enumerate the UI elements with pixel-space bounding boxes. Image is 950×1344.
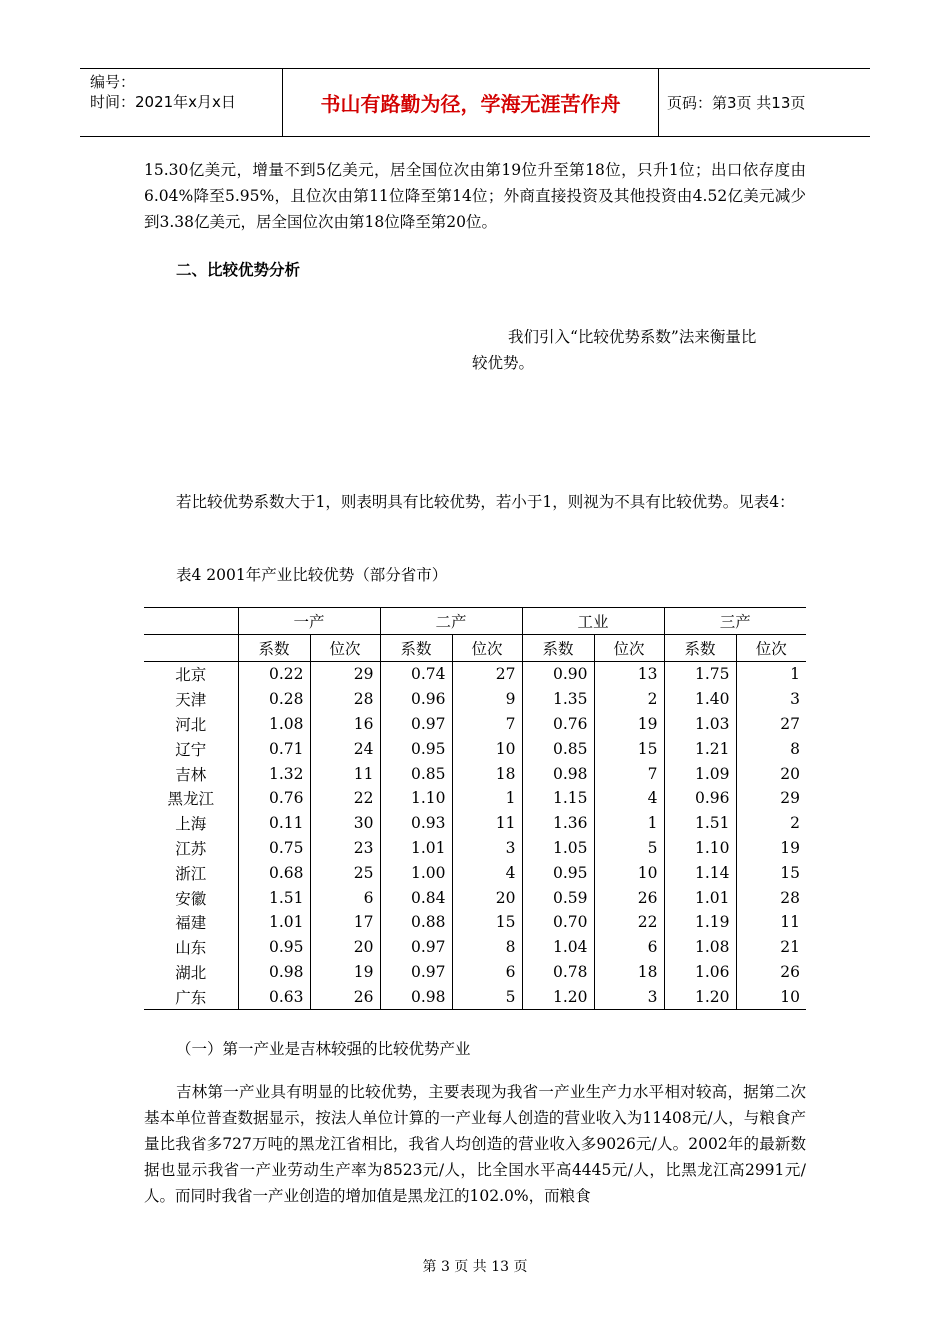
coefficient-cell: 0.97 — [380, 960, 452, 985]
table-row — [144, 687, 806, 712]
header-motto: 书山有路勤为径，学海无涯苦作舟 — [283, 69, 659, 136]
page-header — [80, 68, 870, 137]
rank-cell: 6 — [594, 935, 664, 960]
rank-cell: 28 — [310, 687, 380, 712]
document-number-label: 编号： — [90, 73, 136, 91]
province-name: 山东 — [175, 939, 207, 958]
rank-cell: 22 — [310, 786, 380, 811]
rank-cell: 8 — [452, 935, 522, 960]
rank-cell: 26 — [310, 984, 380, 1009]
rank-cell: 18 — [594, 960, 664, 985]
coefficient-cell: 0.71 — [238, 736, 310, 761]
subheader-coefficient: 系数 — [664, 635, 736, 662]
province-name: 辽宁 — [175, 740, 207, 759]
rank-cell: 7 — [452, 712, 522, 737]
table-row — [144, 910, 806, 935]
coefficient-cell: 0.76 — [238, 786, 310, 811]
coefficient-cell: 1.51 — [664, 811, 736, 836]
table-row — [144, 662, 806, 687]
coefficient-cell: 0.95 — [380, 736, 452, 761]
rank-cell: 1 — [736, 662, 806, 687]
rank-cell: 11 — [310, 761, 380, 786]
rank-cell: 19 — [736, 836, 806, 861]
coefficient-cell: 0.22 — [238, 662, 310, 687]
rank-cell: 10 — [452, 736, 522, 761]
province-name: 上海 — [175, 815, 207, 834]
table-row — [144, 811, 806, 836]
rank-cell: 2 — [736, 811, 806, 836]
coefficient-cell: 0.95 — [522, 860, 594, 885]
table-row — [144, 984, 806, 1009]
coefficient-cell: 1.40 — [664, 687, 736, 712]
rank-cell: 26 — [736, 960, 806, 985]
coefficient-cell: 0.96 — [380, 687, 452, 712]
rank-cell: 5 — [594, 836, 664, 861]
coefficient-cell: 1.51 — [238, 885, 310, 910]
header-blank — [144, 608, 238, 635]
coefficient-cell: 1.05 — [522, 836, 594, 861]
coefficient-cell: 0.96 — [664, 786, 736, 811]
coefficient-cell: 0.70 — [522, 910, 594, 935]
comparative-advantage-table — [144, 607, 806, 1010]
table-row — [144, 836, 806, 861]
rank-cell: 24 — [310, 736, 380, 761]
paragraph-jilin-primary-industry: 吉林第一产业具有明显的比较优势，主要表现为我省一产业生产力水平相对较高，据第二次基本单位普查数据显示，按法人单位计算的一产业每人创造的营业收入为11408元/人，与粮食产量比我省多727万吨的黑龙江省相比，我省人均创造的营业收入多9026元/人。2002年的最新数据也显示我省一产业劳动生产率为8523元/人，比全国水平高4445元/人，比黑龙江高2991元/人。而同时我省一产业创造的增加值是黑龙江的102.0%，而粮食 — [144, 1083, 806, 1205]
rank-cell: 22 — [594, 910, 664, 935]
header-meta — [80, 69, 283, 136]
coefficient-cell: 1.04 — [522, 935, 594, 960]
province-name: 天津 — [175, 691, 207, 710]
rank-cell: 19 — [594, 712, 664, 737]
coefficient-cell: 1.09 — [664, 761, 736, 786]
coefficient-cell: 1.14 — [664, 860, 736, 885]
coefficient-cell: 0.85 — [380, 761, 452, 786]
rank-cell: 11 — [736, 910, 806, 935]
coefficient-cell: 1.35 — [522, 687, 594, 712]
coefficient-cell: 0.59 — [522, 885, 594, 910]
coefficient-cell: 0.68 — [238, 860, 310, 885]
coefficient-cell: 0.63 — [238, 984, 310, 1009]
province-name: 广东 — [144, 984, 238, 1009]
rank-cell: 30 — [310, 811, 380, 836]
coefficient-cell: 1.10 — [664, 836, 736, 861]
coefficient-cell: 0.93 — [380, 811, 452, 836]
group-manufacturing: 工业 — [522, 608, 664, 635]
coefficient-cell: 1.06 — [664, 960, 736, 985]
rank-cell: 25 — [310, 860, 380, 885]
rank-cell: 1 — [594, 811, 664, 836]
coefficient-cell: 0.84 — [380, 885, 452, 910]
header-blank — [144, 635, 238, 662]
rank-cell: 3 — [594, 984, 664, 1009]
coefficient-cell: 0.98 — [522, 761, 594, 786]
coefficient-cell: 0.98 — [238, 960, 310, 985]
coefficient-cell: 1.15 — [522, 786, 594, 811]
coefficient-cell: 1.19 — [664, 910, 736, 935]
coefficient-cell: 0.78 — [522, 960, 594, 985]
rank-cell: 29 — [736, 786, 806, 811]
section-heading-comparative-advantage: 二、比较优势分析 — [176, 261, 301, 279]
rank-cell: 18 — [452, 761, 522, 786]
rank-cell: 3 — [452, 836, 522, 861]
rank-cell: 2 — [594, 687, 664, 712]
subheader-coefficient: 系数 — [522, 635, 594, 662]
coefficient-cell: 1.00 — [380, 860, 452, 885]
province-name: 福建 — [175, 914, 207, 933]
coefficient-cell: 1.01 — [664, 885, 736, 910]
coefficient-cell: 1.08 — [664, 935, 736, 960]
coefficient-cell: 0.95 — [238, 935, 310, 960]
rank-cell: 20 — [452, 885, 522, 910]
rank-cell: 7 — [594, 761, 664, 786]
province-name: 湖北 — [175, 963, 207, 982]
intro-line-2: 较优势。 — [472, 354, 535, 372]
rank-cell: 8 — [736, 736, 806, 761]
group-secondary-industry: 二产 — [380, 608, 522, 635]
coefficient-cell: 1.20 — [664, 984, 736, 1009]
paragraph-trade: 15.30亿美元，增量不到5亿美元，居全国位次由第19位升至第18位，只升1位；出口依存度由6.04%降至5.95%，且位次由第11位降至第14位；外商直接投资及其他投资由4.52亿美元减少到3.38亿美元，居全国位次由第18位降至第20位。 — [144, 161, 806, 231]
coefficient-cell: 1.08 — [238, 712, 310, 737]
coefficient-cell: 0.98 — [380, 984, 452, 1009]
paragraph-coefficient-rule: 若比较优势系数大于1，则表明具有比较优势，若小于1，则视为不具有比较优势。见表4： — [176, 493, 795, 511]
rank-cell: 26 — [594, 885, 664, 910]
province-name: 河北 — [175, 715, 207, 734]
table-row — [144, 786, 806, 811]
province-name: 北京 — [175, 666, 207, 685]
rank-cell: 15 — [452, 910, 522, 935]
rank-cell: 20 — [310, 935, 380, 960]
rank-cell: 29 — [310, 662, 380, 687]
document-date: 时间：2021年x月x日 — [90, 93, 236, 111]
rank-cell: 28 — [736, 885, 806, 910]
coefficient-cell: 0.76 — [522, 712, 594, 737]
coefficient-cell: 1.20 — [522, 984, 594, 1009]
rank-cell: 9 — [452, 687, 522, 712]
subheader-coefficient: 系数 — [380, 635, 452, 662]
coefficient-cell: 1.01 — [238, 910, 310, 935]
table-row — [144, 860, 806, 885]
province-name: 安徽 — [175, 889, 207, 908]
coefficient-cell: 0.85 — [522, 736, 594, 761]
table-caption: 表4 2001年产业比较优势（部分省市） — [176, 566, 448, 584]
coefficient-cell: 0.90 — [522, 662, 594, 687]
group-primary-industry: 一产 — [238, 608, 380, 635]
coefficient-cell: 0.88 — [380, 910, 452, 935]
coefficient-cell: 0.74 — [380, 662, 452, 687]
rank-cell: 5 — [452, 984, 522, 1009]
coefficient-cell: 1.03 — [664, 712, 736, 737]
coefficient-cell: 1.36 — [522, 811, 594, 836]
rank-cell: 19 — [310, 960, 380, 985]
rank-cell: 23 — [310, 836, 380, 861]
subheader-rank: 位次 — [310, 635, 380, 662]
coefficient-cell: 1.01 — [380, 836, 452, 861]
rank-cell: 1 — [452, 786, 522, 811]
subsection-heading-primary-industry: （一）第一产业是吉林较强的比较优势产业 — [176, 1040, 471, 1058]
coefficient-cell: 0.97 — [380, 935, 452, 960]
province-name: 黑龙江 — [167, 790, 214, 809]
rank-cell: 17 — [310, 910, 380, 935]
coefficient-cell: 0.11 — [238, 811, 310, 836]
province-name: 江苏 — [175, 839, 207, 858]
rank-cell: 27 — [452, 662, 522, 687]
coefficient-cell: 0.28 — [238, 687, 310, 712]
rank-cell: 4 — [594, 786, 664, 811]
rank-cell: 3 — [736, 687, 806, 712]
rank-cell: 10 — [736, 984, 806, 1009]
rank-cell: 21 — [736, 935, 806, 960]
province-name: 吉林 — [175, 765, 207, 784]
subheader-rank: 位次 — [452, 635, 522, 662]
page-footer: 第 3 页 共 13 页 — [422, 1259, 528, 1275]
rank-cell: 6 — [310, 885, 380, 910]
table-row — [144, 885, 806, 910]
subheader-rank: 位次 — [736, 635, 806, 662]
header-page-info: 页码：第3页 共13页 — [667, 94, 806, 112]
table-row — [144, 736, 806, 761]
coefficient-cell: 0.97 — [380, 712, 452, 737]
rank-cell: 13 — [594, 662, 664, 687]
coefficient-cell: 1.75 — [664, 662, 736, 687]
table-row — [144, 935, 806, 960]
rank-cell: 15 — [736, 860, 806, 885]
rank-cell: 20 — [736, 761, 806, 786]
intro-line-1: 我们引入“比较优势系数”法来衡量比 — [508, 328, 757, 346]
rank-cell: 4 — [452, 860, 522, 885]
coefficient-cell: 1.21 — [664, 736, 736, 761]
subheader-rank: 位次 — [594, 635, 664, 662]
intro-paragraph — [472, 324, 806, 376]
rank-cell: 27 — [736, 712, 806, 737]
rank-cell: 6 — [452, 960, 522, 985]
table-row — [144, 761, 806, 786]
table-row — [144, 712, 806, 737]
table-row — [144, 960, 806, 985]
province-name: 浙江 — [175, 864, 207, 883]
coefficient-cell: 1.10 — [380, 786, 452, 811]
coefficient-cell: 1.32 — [238, 761, 310, 786]
subheader-coefficient: 系数 — [238, 635, 310, 662]
rank-cell: 15 — [594, 736, 664, 761]
group-tertiary-industry: 三产 — [664, 608, 806, 635]
rank-cell: 16 — [310, 712, 380, 737]
rank-cell: 10 — [594, 860, 664, 885]
rank-cell: 11 — [452, 811, 522, 836]
coefficient-cell: 0.75 — [238, 836, 310, 861]
